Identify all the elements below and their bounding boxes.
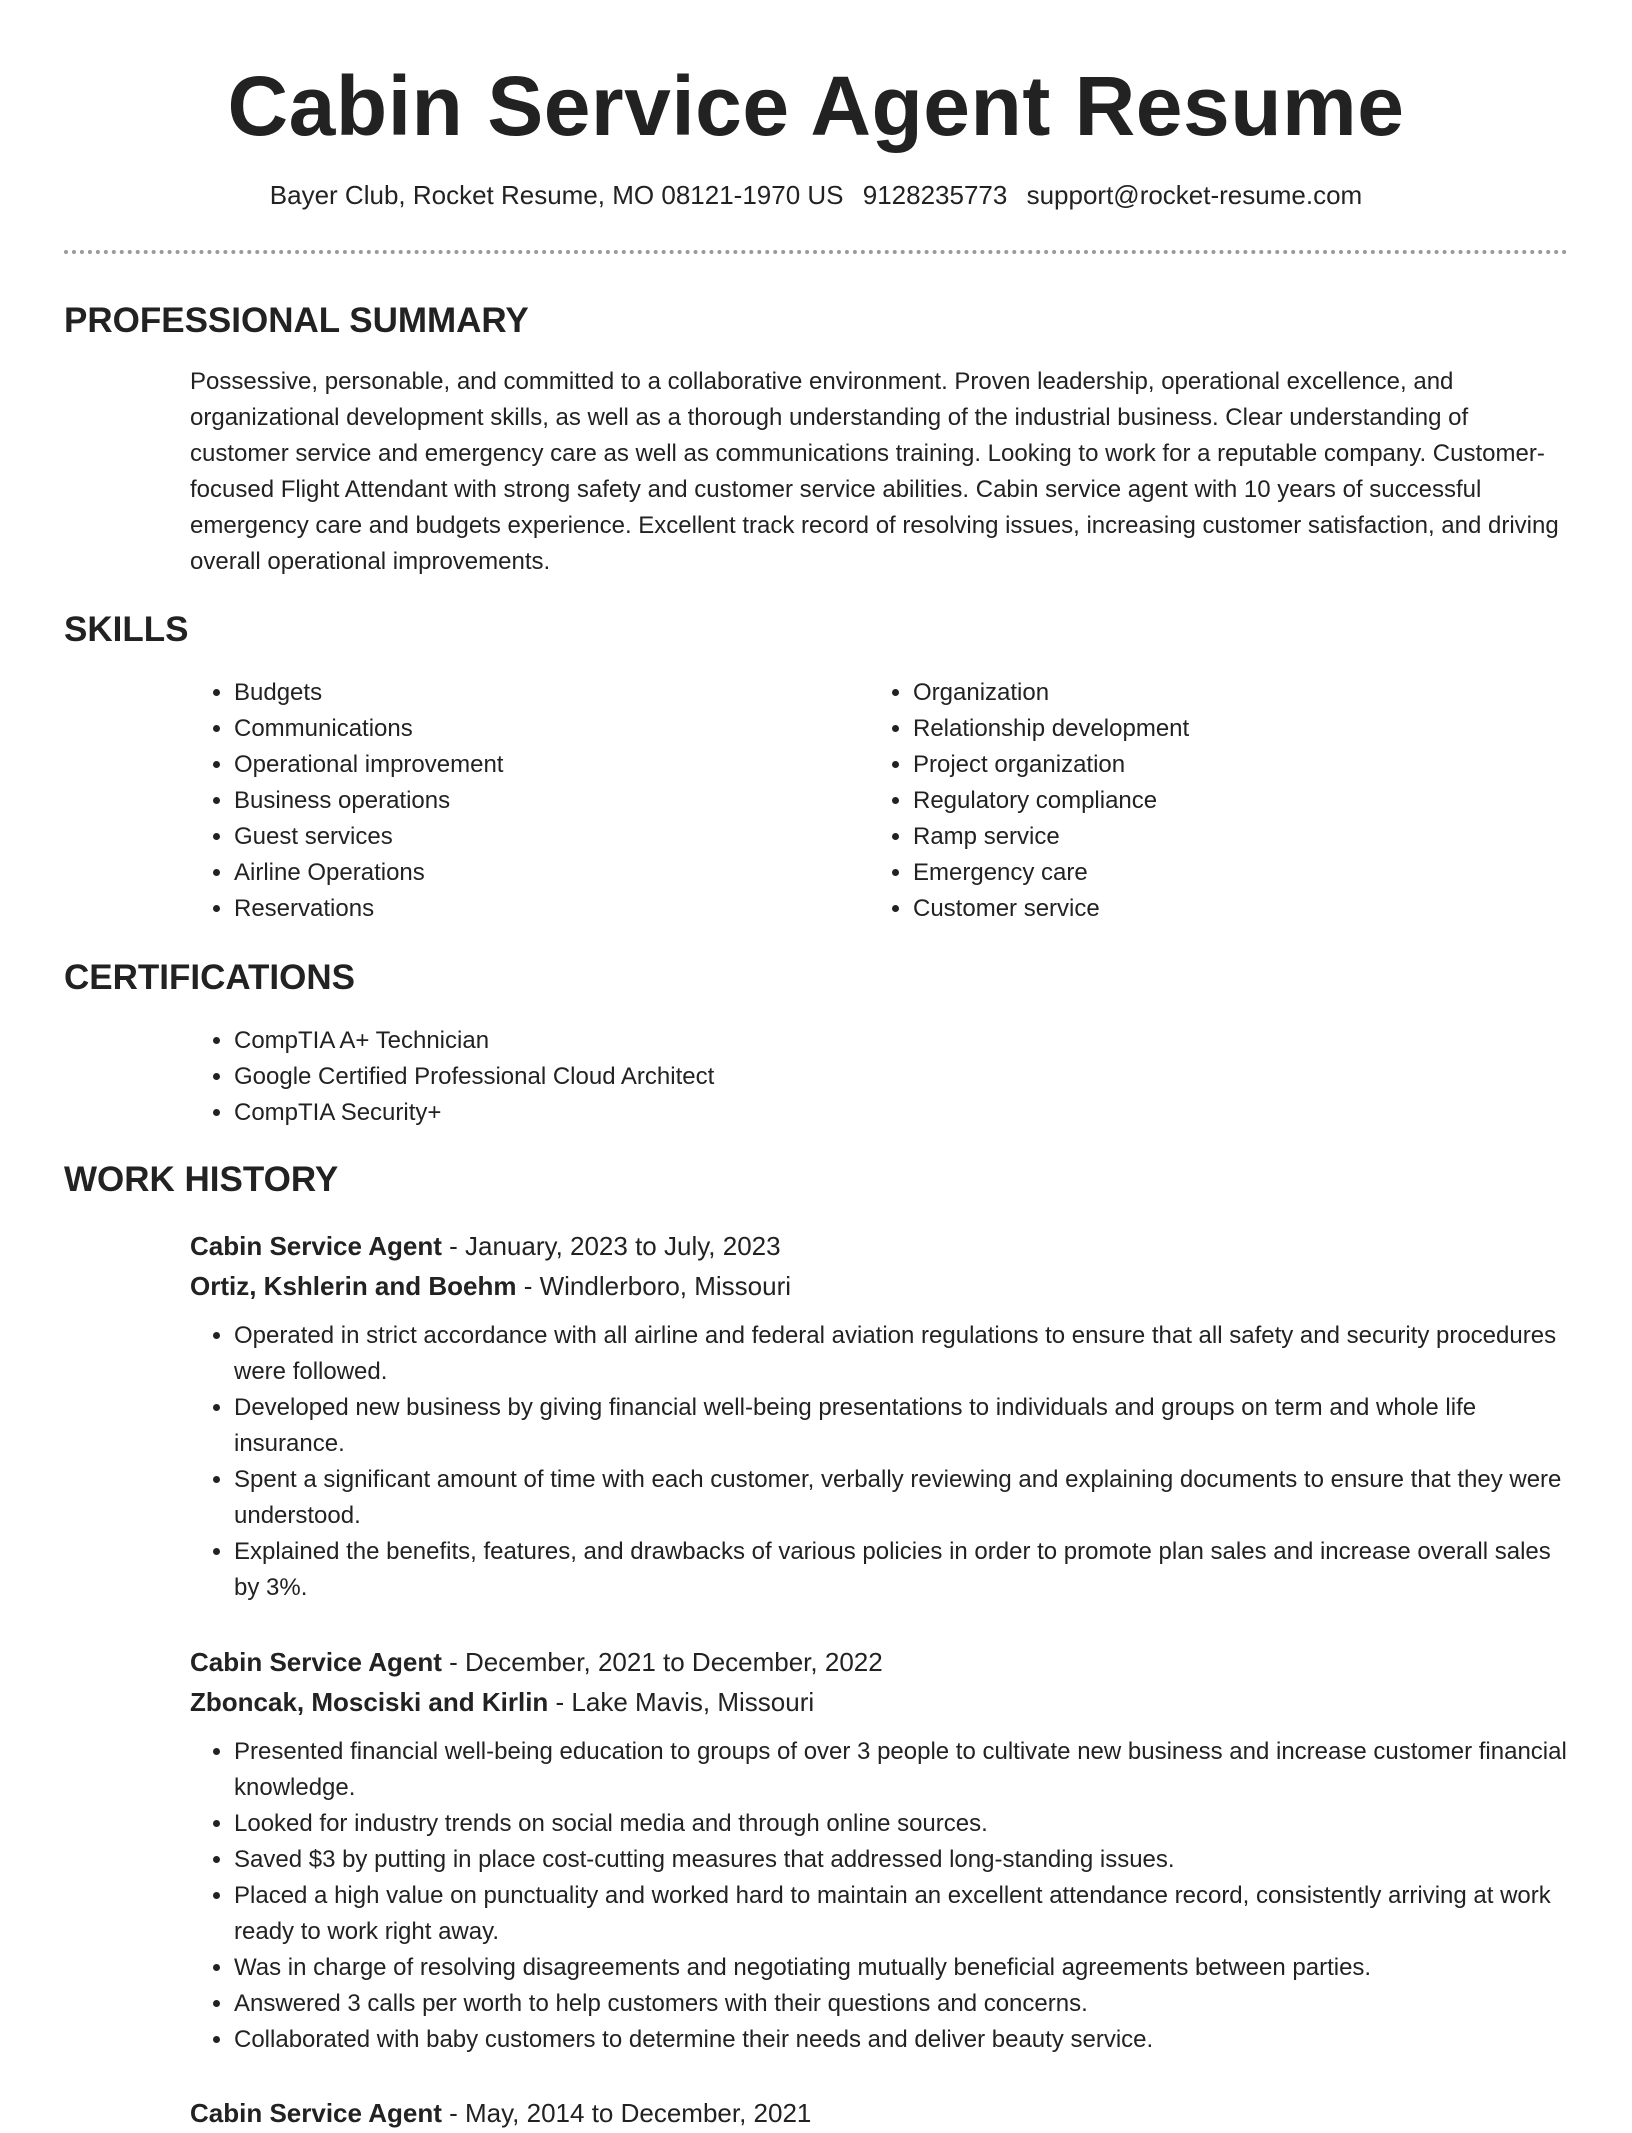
job-location: - Windlerboro, Missouri: [516, 1271, 792, 1301]
job-entry: [190, 1226, 1568, 1606]
contact-email[interactable]: support@rocket-resume.com: [1026, 180, 1363, 210]
job-dates: - January, 2023 to July, 2023: [441, 1231, 781, 1261]
list-item: • Relationship development: [913, 711, 1548, 747]
job-duties: [190, 1318, 1568, 1606]
job-title-line: [190, 1226, 1568, 1266]
list-item: • Spent a significant amount of time with each customer, verbally reviewing and explaining documents to ensure that they were understood.: [234, 1462, 1568, 1534]
job-entry: [190, 1642, 1568, 2058]
resume-page: [64, 0, 1568, 2128]
list-item: • Developed new business by giving financial well-being presentations to individuals and groups on term and whole life insurance.: [234, 1390, 1568, 1462]
list-item: • Business operations: [234, 783, 869, 819]
list-item: • Communications: [234, 711, 869, 747]
list-item: • Emergency care: [913, 855, 1548, 891]
list-item: • Looked for industry trends on social media and through online sources.: [234, 1806, 1568, 1842]
list-item: • Presented financial well-being education to groups of over 3 people to cultivate new business and increase customer financial knowledge.: [234, 1734, 1568, 1806]
skills-heading: SKILLS: [64, 610, 189, 649]
job-entry: [190, 2093, 1568, 2133]
header-divider: [64, 250, 1568, 254]
list-item: • Placed a high value on punctuality and worked hard to maintain an excellent attendance record, consistently arriving at work ready to work right away.: [234, 1878, 1568, 1950]
contact-phone: 9128235773: [862, 180, 1008, 210]
certifications-section: [190, 1023, 1568, 1131]
skills-left-list: [190, 675, 869, 927]
list-item: • Budgets: [234, 675, 869, 711]
list-item: • Ramp service: [913, 819, 1548, 855]
list-item: • Reservations: [234, 891, 869, 927]
list-item: • Airline Operations: [234, 855, 869, 891]
summary-heading: PROFESSIONAL SUMMARY: [64, 301, 529, 340]
work-heading: WORK HISTORY: [64, 1160, 339, 1199]
job-title-line: [190, 2093, 1568, 2133]
list-item: • Explained the benefits, features, and drawbacks of various policies in order to promote plan sales and increase overall sales by 3%.: [234, 1534, 1568, 1606]
list-item: • Organization: [913, 675, 1548, 711]
job-company-line: [190, 1682, 1568, 1722]
resume-title: Cabin Service Agent Resume: [227, 59, 1405, 153]
job-company-line: [190, 1266, 1568, 1306]
list-item: • Operational improvement: [234, 747, 869, 783]
list-item: • Guest services: [234, 819, 869, 855]
contact-line: [64, 178, 1568, 212]
list-item: • Regulatory compliance: [913, 783, 1548, 819]
job-dates: - December, 2021 to December, 2022: [441, 1647, 883, 1677]
list-item: • Operated in strict accordance with all airline and federal aviation regulations to ensure that all safety and security procedures were followed.: [234, 1318, 1568, 1390]
certifications-heading: CERTIFICATIONS: [64, 958, 356, 997]
list-item: • CompTIA A+ Technician: [234, 1023, 1568, 1059]
list-item: • Collaborated with baby customers to determine their needs and deliver beauty service.: [234, 2022, 1568, 2058]
job-title: Cabin Service Agent: [190, 1231, 442, 1261]
job-title-line: [190, 1642, 1568, 1682]
list-item: • Answered 3 calls per worth to help customers with their questions and concerns.: [234, 1986, 1568, 2022]
contact-address: Bayer Club, Rocket Resume, MO 08121-1970 US: [269, 180, 844, 210]
job-title: Cabin Service Agent: [190, 2098, 442, 2128]
list-item: • Project organization: [913, 747, 1548, 783]
certifications-list: [190, 1023, 1568, 1131]
job-dates: - May, 2014 to December, 2021: [441, 2098, 812, 2128]
skills-right-list: [869, 675, 1548, 927]
job-title: Cabin Service Agent: [190, 1647, 442, 1677]
job-duties: [190, 1734, 1568, 2058]
summary-text: Possessive, personable, and committed to a collaborative environment. Proven leadership, operational excellence, and organizational development skills, as well as a thorough understanding of the industrial business. Clear understanding of customer service and emergency care as well as communications training. Looking to work for a reputable company. Customer-focused Flight Attendant with strong safety and customer service abilities. Cabin service agent with 10 years of successful emergency care and budgets experience. Excellent track record of resolving issues, increasing customer satisfaction, and driving overall operational improvements.: [190, 368, 1559, 575]
job-location: - Lake Mavis, Missouri: [548, 1687, 815, 1717]
job-company: Zboncak, Mosciski and Kirlin: [190, 1687, 549, 1717]
list-item: • Google Certified Professional Cloud Architect: [234, 1059, 1568, 1095]
summary-section: [190, 364, 1568, 580]
list-item: • Saved $3 by putting in place cost-cutting measures that addressed long-standing issues.: [234, 1842, 1568, 1878]
list-item: • Was in charge of resolving disagreements and negotiating mutually beneficial agreements between parties.: [234, 1950, 1568, 1986]
list-item: • Customer service: [913, 891, 1548, 927]
list-item: • CompTIA Security+: [234, 1095, 1568, 1131]
job-company: Ortiz, Kshlerin and Boehm: [190, 1271, 517, 1301]
skills-list: [190, 675, 1568, 927]
